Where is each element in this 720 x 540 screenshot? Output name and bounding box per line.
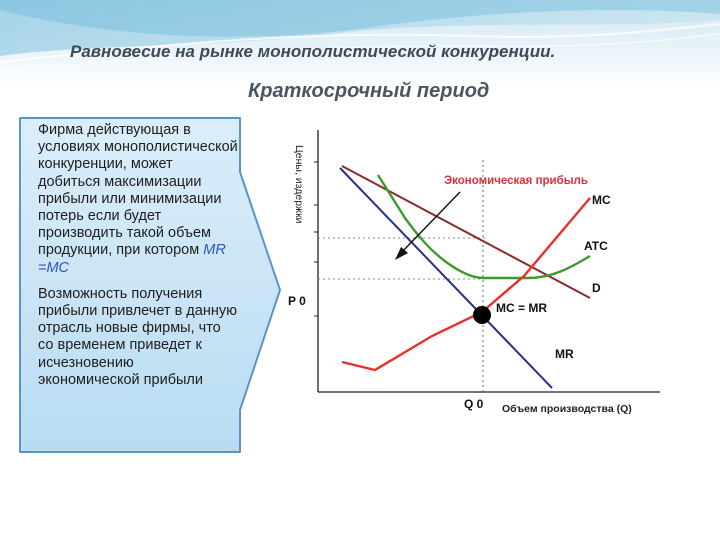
callout-paragraph-2: Возможность получения прибыли привлечет в данную отрасль новые фирмы, что со временем приведет к исчезновению экономической прибыли <box>38 285 237 388</box>
price-label: P 0 <box>288 294 306 308</box>
marginal-cost-curve <box>342 198 590 370</box>
x-axis-label: Объем производства (Q) <box>502 403 632 415</box>
mc-equals-mr-label: MC = MR <box>496 301 547 315</box>
mc-label: MC <box>592 193 611 207</box>
atc-label: ATC <box>584 239 608 253</box>
mr-label: MR <box>555 347 574 361</box>
mr-equals-mc-highlight: MR =MC <box>38 242 226 276</box>
economic-profit-label: Экономическая прибыль <box>444 175 588 187</box>
profit-arrowhead <box>395 247 408 260</box>
quantity-label: Q 0 <box>464 397 484 411</box>
y-axis-label: Цены, издержки <box>293 145 305 224</box>
equilibrium-point <box>473 306 491 324</box>
slide-subtitle: Краткосрочный период <box>248 80 490 102</box>
slide-title: Равновесие на рынке монополистической конкуренции. <box>70 42 556 61</box>
average-total-cost-curve <box>378 175 590 278</box>
callout-paragraph-1-text: Фирма действующая в условиях монополистической конкуренции, может добиться максимизации прибыли или минимизации потерь если будет производить такой объем продукции, при котором <box>38 122 238 259</box>
d-label: D <box>592 281 601 295</box>
